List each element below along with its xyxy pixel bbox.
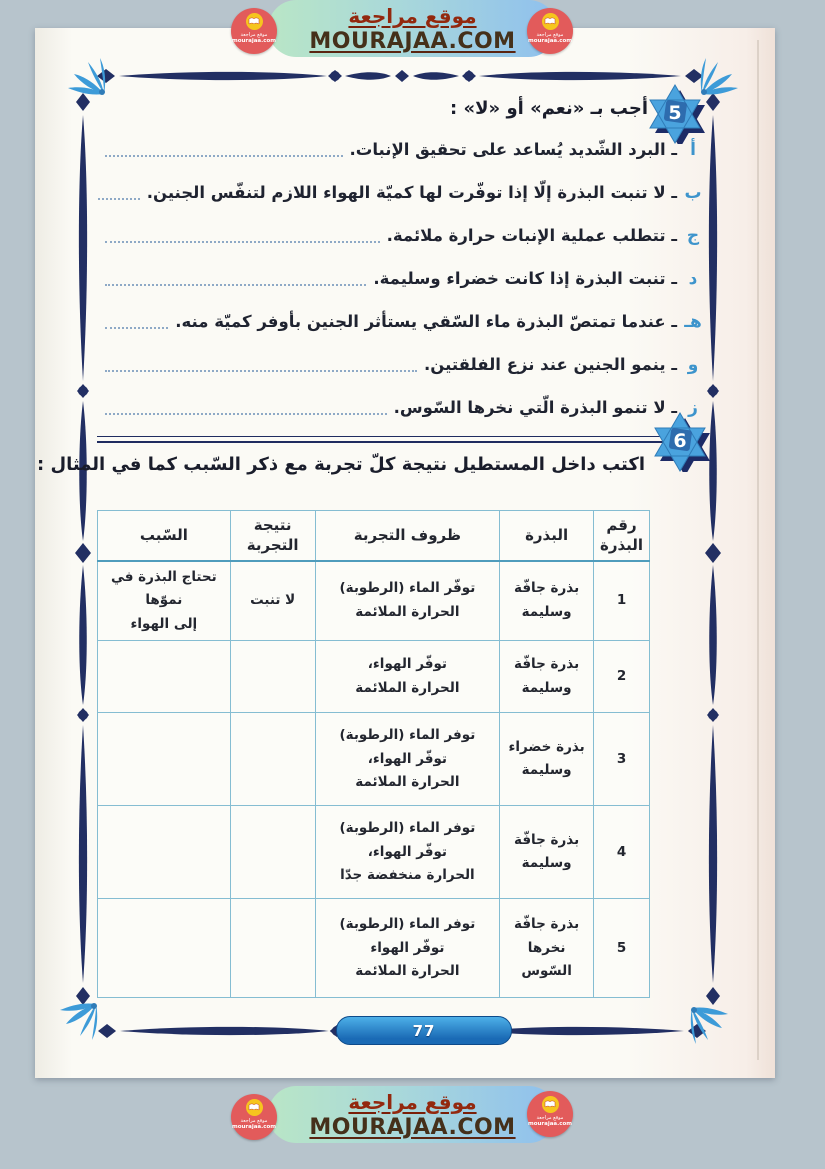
q5-item-letter: هـ xyxy=(684,312,702,333)
q5-star-badge xyxy=(645,84,705,144)
corner-leaf-icon xyxy=(56,1000,100,1044)
cell-conditions: توفّر الهواء، الحرارة الملائمة xyxy=(315,641,500,713)
answer-blank-dotted-line xyxy=(98,198,140,200)
book-icon xyxy=(246,1099,263,1116)
q5-item xyxy=(105,391,702,421)
cell-seed-number: 2 xyxy=(594,641,650,713)
mourajaa-logo-badge xyxy=(527,1091,573,1137)
top-border-ornament-icon xyxy=(94,65,706,87)
table-header-row xyxy=(98,511,650,561)
cell-reason xyxy=(98,641,231,713)
mourajaa-logo-badge xyxy=(231,1094,277,1140)
col-header-reason: السّبب xyxy=(98,511,231,561)
col-header-seed-number: رقم البذرة xyxy=(594,511,650,561)
q5-item-letter: ز xyxy=(688,398,698,419)
badge-site-domain: mourajaa.com xyxy=(527,1121,573,1127)
col-header-result: نتيجة التجربة xyxy=(230,511,315,561)
cell-seed: بذرة جافّة وسليمة xyxy=(500,641,594,713)
badge-site-name: موقع مراجعة xyxy=(536,1115,564,1121)
q5-number: 5 xyxy=(668,102,682,124)
q6-star-badge xyxy=(650,412,710,472)
cell-seed: بذرة جافّة وسليمة xyxy=(500,561,594,641)
left-border-ornament-icon xyxy=(72,90,94,1008)
answer-blank-dotted-line xyxy=(105,327,168,329)
q5-items-list xyxy=(105,133,702,434)
badge-site-domain: mourajaa.com xyxy=(231,38,277,44)
section-divider xyxy=(97,436,665,443)
table-row xyxy=(98,713,650,806)
q5-item-letter: أ xyxy=(690,140,696,161)
cell-reason xyxy=(98,806,231,899)
cell-reason xyxy=(98,713,231,806)
corner-leaf-icon xyxy=(688,1004,732,1048)
answer-blank-dotted-line xyxy=(105,241,380,243)
answer-blank-dotted-line xyxy=(105,155,343,157)
q5-item-text: ـ تتطلب عملية الإنبات حرارة ملائمة. xyxy=(386,226,677,246)
q5-item-letter: و xyxy=(687,355,699,376)
q5-item-text: ـ لا تنبت البذرة إلّا إذا توفّرت لها كميّة الهواء اللازم لتنفّس الجنين. xyxy=(146,183,677,203)
answer-blank-dotted-line xyxy=(105,370,417,372)
mourajaa-banner-link[interactable] xyxy=(268,1086,557,1143)
table-row xyxy=(98,806,650,899)
q5-item xyxy=(105,133,702,163)
cell-reason: تحتاج البذرة في نموّها إلى الهواء xyxy=(98,561,231,641)
cell-result: لا تنبت xyxy=(230,561,315,641)
table-body xyxy=(98,561,650,998)
q5-item xyxy=(105,176,702,206)
cell-result xyxy=(230,806,315,899)
badge-site-name: موقع مراجعة xyxy=(536,32,564,38)
experiments-table xyxy=(97,510,650,998)
page-crease xyxy=(757,40,759,1060)
cell-conditions: توفر الماء (الرطوبة) توفّر الهواء، الحرارة الملائمة xyxy=(315,713,500,806)
cell-reason xyxy=(98,899,231,998)
badge-site-name: موقع مراجعة xyxy=(240,32,268,38)
q5-item-text: ـ ينمو الجنين عند نزع الفلقتين. xyxy=(424,355,677,375)
cell-seed-number: 1 xyxy=(594,561,650,641)
col-header-seed: البذرة xyxy=(500,511,594,561)
q5-item xyxy=(105,348,702,378)
cell-conditions: توفر الماء (الرطوبة) توفّر الهواء الحرارة الملائمة xyxy=(315,899,500,998)
badge-site-name: موقع مراجعة xyxy=(240,1118,268,1124)
right-border-ornament-icon xyxy=(702,90,724,1008)
q5-item xyxy=(105,262,702,292)
cell-seed: بذرة جافّة وسليمة xyxy=(500,806,594,899)
q5-item-text: ـ تنبت البذرة إذا كانت خضراء وسليمة. xyxy=(373,269,677,289)
table-row xyxy=(98,561,650,641)
cell-seed: بذرة خضراء وسليمة xyxy=(500,713,594,806)
banner-site-name: موقع مراجعة xyxy=(348,1089,477,1114)
mourajaa-logo-badge xyxy=(527,8,573,54)
cell-result xyxy=(230,641,315,713)
badge-site-domain: mourajaa.com xyxy=(231,1124,277,1130)
book-icon xyxy=(542,1096,559,1113)
q5-item-text: ـ لا تنمو البذرة الّتي نخرها السّوس. xyxy=(393,398,677,418)
badge-site-domain: mourajaa.com xyxy=(527,38,573,44)
page-number-pill xyxy=(336,1016,512,1045)
q5-item-letter: د xyxy=(688,269,698,290)
cell-seed-number: 3 xyxy=(594,713,650,806)
answer-blank-dotted-line xyxy=(105,284,366,286)
q6-title: اكتب داخل المستطيل نتيجة كلّ تجربة مع ذكر السّبب كما في المثال : xyxy=(37,454,645,475)
cell-seed-number: 4 xyxy=(594,806,650,899)
cell-seed-number: 5 xyxy=(594,899,650,998)
star-icon xyxy=(650,412,710,472)
answer-blank-dotted-line xyxy=(105,413,387,415)
q6-number: 6 xyxy=(673,430,687,452)
q5-title: أجب بـ «نعم» أو «لا» : xyxy=(450,98,648,119)
table-row xyxy=(98,899,650,998)
cell-conditions: توفر الماء (الرطوبة) توفّر الهواء، الحرارة منخفضة جدّا xyxy=(315,806,500,899)
banner-site-domain: MOURAJAA.COM xyxy=(309,28,516,54)
table-row xyxy=(98,641,650,713)
book-icon xyxy=(246,13,263,30)
book-icon xyxy=(542,13,559,30)
col-header-conditions: ظروف التجربة xyxy=(315,511,500,561)
q5-item xyxy=(105,219,702,249)
q5-item-letter: ج xyxy=(686,226,700,247)
cell-result xyxy=(230,899,315,998)
star-icon xyxy=(645,84,705,144)
mourajaa-banner-link[interactable] xyxy=(268,0,557,57)
mourajaa-logo-badge xyxy=(231,8,277,54)
q5-item-text: ـ عندما تمتصّ البذرة ماء السّقي يستأثر الجنين بأوفر كميّة منه. xyxy=(175,312,677,332)
corner-leaf-icon xyxy=(64,54,108,98)
q5-item-letter: ب xyxy=(684,183,702,204)
page-number: 77 xyxy=(412,1021,436,1040)
q5-item xyxy=(105,305,702,335)
cell-result xyxy=(230,713,315,806)
banner-site-name: موقع مراجعة xyxy=(348,3,477,28)
banner-site-domain: MOURAJAA.COM xyxy=(309,1114,516,1140)
q5-item-text: ـ البرد الشّديد يُساعد على تحقيق الإنبات. xyxy=(349,140,677,160)
cell-seed: بذرة جافّة نخرها السّوس xyxy=(500,899,594,998)
cell-conditions: توفّر الماء (الرطوبة) الحرارة الملائمة xyxy=(315,561,500,641)
